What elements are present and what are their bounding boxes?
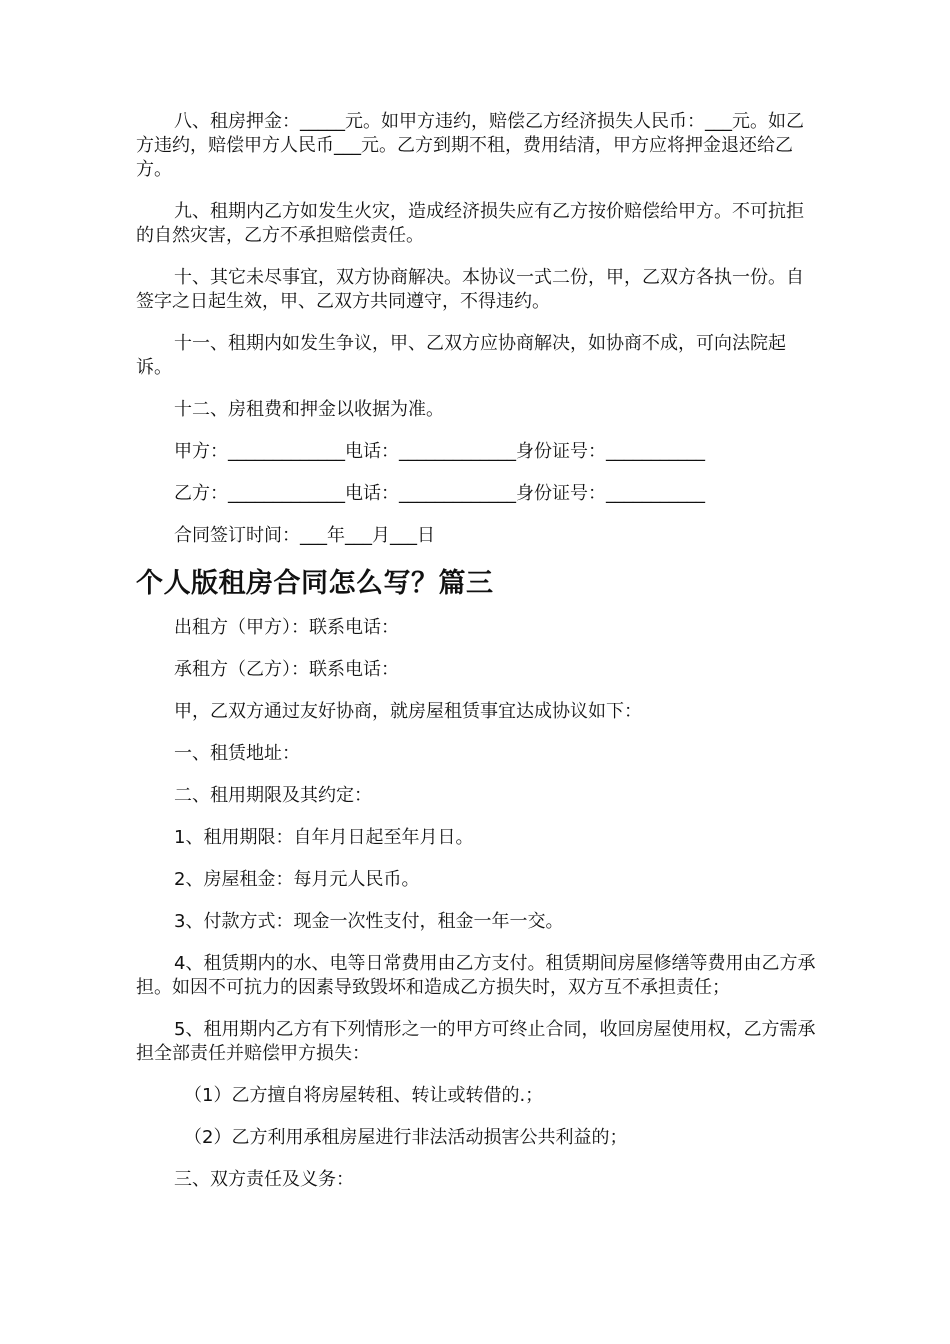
clause-11-paragraph: 十一、租期内如发生争议，甲、乙双方应协商解决，如协商不成，可向法院起诉。 — [136, 333, 786, 378]
clause-2-3: 3、付款方式：现金一次性支付，租金一年一交。 — [174, 911, 564, 932]
party-b-signature-line: 乙方：_____________电话：_____________身份证号：___________ — [174, 483, 705, 504]
sub-clause-1: （1）乙方擅自将房屋转租、转让或转借的.； — [184, 1085, 544, 1106]
sub-clause-2: （2）乙方利用承租房屋进行非法活动损害公共利益的； — [184, 1127, 628, 1148]
lessee-line: 承租方（乙方）：联系电话： — [174, 659, 399, 680]
clause-2-4: 4、租赁期内的水、电等日常费用由乙方支付。租赁期间房屋修缮等费用由乙方承担。如因不可抗力的因素导致毁坏和造成乙方损失时，双方互不承担责任； — [136, 953, 816, 998]
document-page — [136, 110, 816, 1210]
clause-12-paragraph: 十二、房租费和押金以收据为准。 — [174, 399, 444, 420]
party-a-signature-line: 甲方：_____________电话：_____________身份证号：___________ — [174, 441, 705, 462]
contract-sign-date: 合同签订时间：___年___月___日 — [174, 525, 435, 546]
clause-2-5: 5、租用期内乙方有下列情形之一的甲方可终止合同，收回房屋使用权，乙方需承担全部责任并赔偿甲方损失： — [136, 1019, 816, 1064]
item-2-term: 二、租用期限及其约定： — [174, 785, 372, 806]
clause-10-paragraph: 十、其它未尽事宜，双方协商解决。本协议一式二份，甲，乙双方各执一份。自签字之日起生效，甲、乙双方共同遵守，不得违约。 — [136, 267, 804, 312]
item-1-address: 一、租赁地址： — [174, 743, 300, 764]
section-heading: 个人版租房合同怎么写？篇三 — [136, 568, 494, 599]
clause-9-paragraph: 九、租期内乙方如发生火灾，造成经济损失应有乙方按价赔偿给甲方。不可抗拒的自然灾害，乙方不承担赔偿责任。 — [136, 201, 804, 246]
agreement-intro: 甲，乙双方通过友好协商，就房屋租赁事宜达成协议如下： — [174, 701, 642, 722]
clause-2-2: 2、房屋租金：每月元人民币。 — [174, 869, 420, 890]
clause-8-paragraph: 八、租房押金：_____元。如甲方违约，赔偿乙方经济损失人民币：___元。如乙方违约，赔偿甲方人民币___元。乙方到期不租，费用结清，甲方应将押金退还给乙方。 — [136, 111, 804, 180]
lessor-line: 出租方（甲方）：联系电话： — [174, 617, 399, 638]
clause-2-1: 1、租用期限：自年月日起至年月日。 — [174, 827, 474, 848]
item-3-duties: 三、双方责任及义务： — [174, 1169, 354, 1190]
